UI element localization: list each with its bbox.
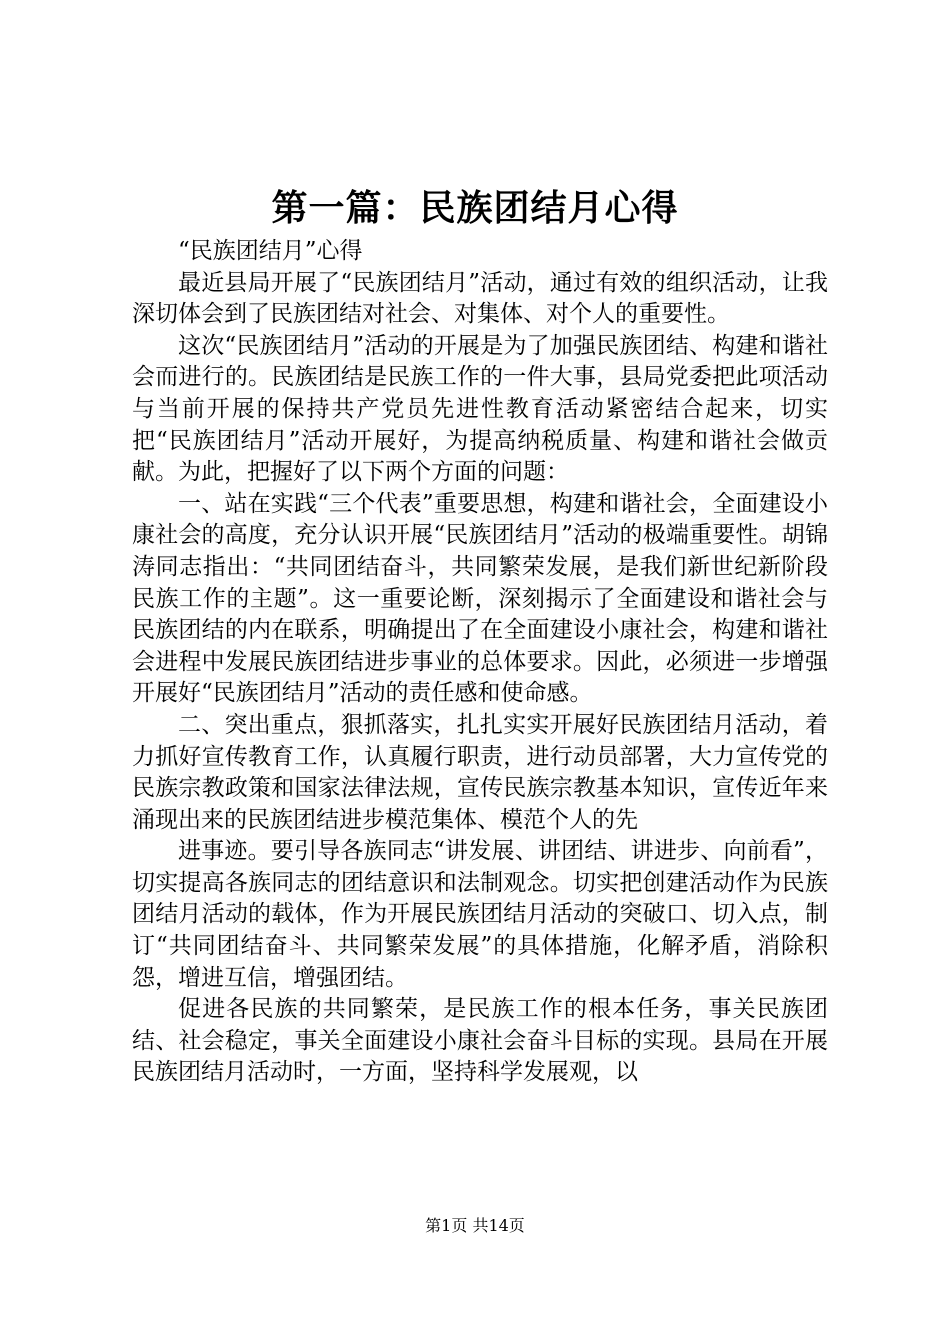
page-number-footer: 第1页 共14页 — [425, 1216, 525, 1235]
paragraph-intro: 最近县局开展了“民族团结月”活动，通过有效的组织活动，让我深切体会到了民族团结对社会、对集体、对个人的重要性。 — [132, 269, 828, 328]
document-body — [132, 236, 828, 1089]
paragraph-subtitle: “民族团结月”心得 — [178, 238, 363, 264]
document-title: 第一篇：民族团结月心得 — [271, 187, 679, 229]
paragraph-point-two: 二、突出重点，狠抓落实，扎扎实实开展好民族团结月活动，着力抓好宣传教育工作，认真履行职责，进行动员部署，大力宣传党的民族宗教政策和国家法律法规，宣传民族宗教基本知识，宣传近年来涌现出来的民族团结进步模范集体、模范个人的先 — [132, 711, 828, 833]
paragraph-point-one: 一、站在实践“三个代表”重要思想，构建和谐社会，全面建设小康社会的高度，充分认识开展“民族团结月”活动的极端重要性。胡锦涛同志指出：“共同团结奋斗，共同繁荣发展，是我们新世纪新阶段民族工作的主题”。这一重要论断，深刻揭示了全面建设和谐社会与民族团结的内在联系，明确提出了在全面建设小康社会，构建和谐社会进程中发展民族团结进步事业的总体要求。因此，必须进一步增强开展好“民族团结月”活动的责任感和使命感。 — [132, 490, 828, 707]
paragraph-deeds: 进事迹。要引导各族同志“讲发展、讲团结、讲进步、向前看”，切实提高各族同志的团结意识和法制观念。切实把创建活动作为民族团结月活动的载体，作为开展民族团结月活动的突破口、切入点，制订“共同团结奋斗、共同繁荣发展”的具体措施，化解矛盾，消除积怨，增进互信，增强团结。 — [132, 838, 828, 991]
paragraph-purpose: 这次“民族团结月”活动的开展是为了加强民族团结、构建和谐社会而进行的。民族团结是民族工作的一件大事，县局党委把此项活动与当前开展的保持共产党员先进性教育活动紧密结合起来，切实把“民族团结月”活动开展好，为提高纳税质量、构建和谐社会做贡献。为此，把握好了以下两个方面的问题： — [132, 332, 828, 486]
paragraph-prosperity: 促进各民族的共同繁荣，是民族工作的根本任务，事关民族团结、社会稳定，事关全面建设小康社会奋斗目标的实现。县局在开展民族团结月活动时，一方面，坚持科学发展观，以 — [132, 996, 828, 1086]
